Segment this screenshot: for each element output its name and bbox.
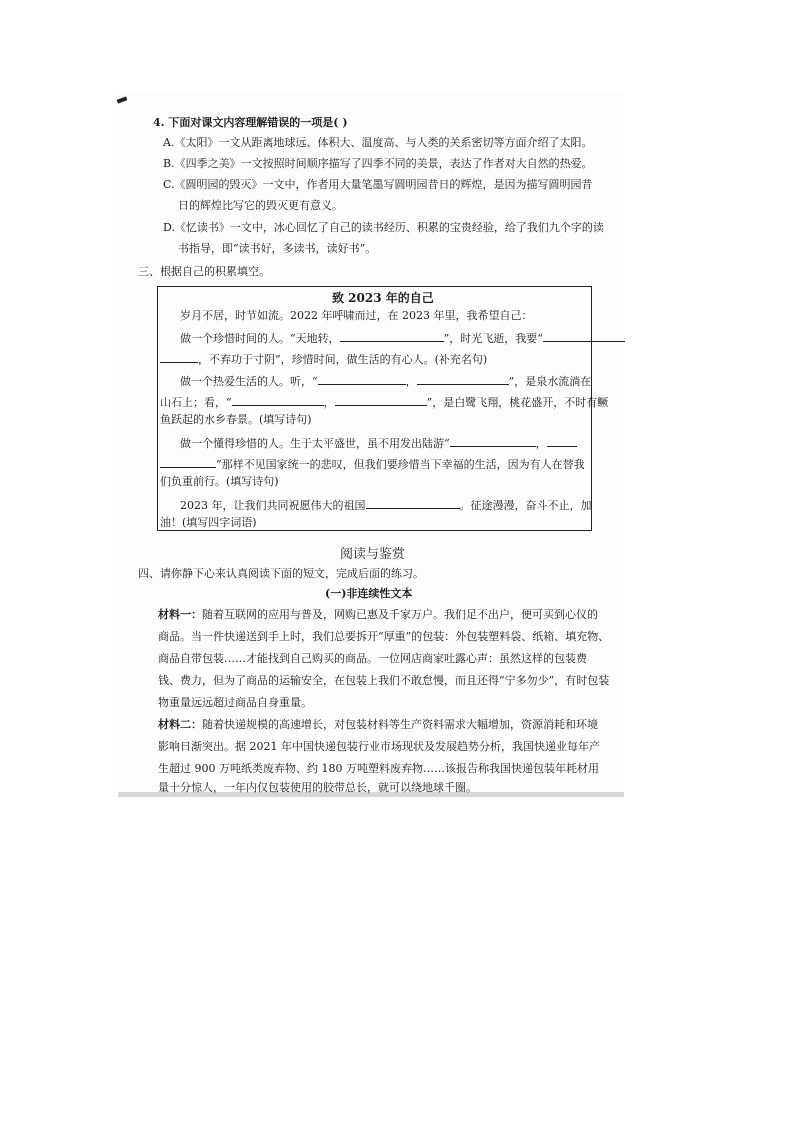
box-line-5 xyxy=(160,394,608,410)
text-segment: ， xyxy=(405,375,417,388)
text-segment: 做一个热爱生活的人。听，“ xyxy=(180,375,318,388)
text-segment: ， xyxy=(535,437,547,450)
box-line-3 xyxy=(160,351,487,367)
answer-blank[interactable] xyxy=(318,373,406,385)
question-4-stem: 4. 下面对课文内容理解错误的一项是( ) xyxy=(153,116,348,129)
text-segment: 随着互联网的应用与普及，网购已惠及千家万户。我们足不出户，便可买到心仪的 xyxy=(202,608,598,621)
text-segment: ”那样不见国家统一的悲叹，但我们要珍惜当下幸福的生活，因为有人在替我 xyxy=(216,458,585,471)
box-line-7 xyxy=(180,435,577,451)
text-segment: 随着快递规模的高速增长，对包装材料等生产资料需求大幅增加，资源消耗和环境 xyxy=(202,718,598,731)
section-4-heading: 四、请你静下心来认真阅读下面的短文，完成后面的练习。 xyxy=(138,567,424,580)
material-1-label: 材料一： xyxy=(158,608,202,621)
text-segment: 山石上；看，“ xyxy=(160,396,232,409)
answer-blank[interactable] xyxy=(340,330,444,342)
box-line-2 xyxy=(180,330,625,346)
material-2-line-1 xyxy=(158,718,598,732)
text-segment: ，不弃功于寸阴”，珍惜时间，做生活的有心人。(补充名句) xyxy=(198,353,488,366)
section-3-heading: 三、根据自己的积累填空。 xyxy=(138,265,270,278)
option-a: A.《太阳》一文从距离地球远、体积大、温度高、与人类的关系密切等方面介绍了太阳。 xyxy=(163,136,593,149)
subsection-title: (一)非连续性文本 xyxy=(325,587,413,600)
material-2-line-3: 生超过 900 万吨纸类废弃物、约 180 万吨塑料废弃物……该报告称我国快递包装年耗材用 xyxy=(158,762,599,775)
box-line-11: 油！(填写四字词语) xyxy=(160,516,257,529)
option-b: B.《四季之美》一文按照时间顺序描写了四季不同的美景，表达了作者对大自然的热爱。 xyxy=(163,157,593,170)
box-title: 致 2023 年的自己 xyxy=(332,291,434,305)
option-c-line2: 日的辉煌比写它的毁灭更有意义。 xyxy=(178,199,343,212)
material-1-line-1 xyxy=(158,608,598,622)
box-line-6: 鱼跃起的水乡春景。(填写诗句) xyxy=(160,413,312,426)
material-2-line-2: 影响日渐突出。据 2021 年中国快递包装行业市场现状及发展趋势分析，我国快递业每年产 xyxy=(158,740,600,753)
box-line-4 xyxy=(180,373,591,389)
reading-title: 阅读与鉴赏 xyxy=(340,547,406,562)
text-segment: ， xyxy=(323,396,335,409)
material-2-label: 材料二： xyxy=(158,718,202,731)
material-1-line-5: 物重量远远超过商品自身重量。 xyxy=(158,696,312,709)
answer-blank[interactable] xyxy=(450,435,536,447)
answer-blank[interactable] xyxy=(543,330,625,342)
answer-blank[interactable] xyxy=(417,373,509,385)
text-segment: ”，是白鹭飞翔，桃花盛开，不时有鳜 xyxy=(426,396,609,409)
option-d-line1: D.《忆读书》一文中，冰心回忆了自己的读书经历、积累的宝贵经验，给了我们九个字的读 xyxy=(163,221,604,234)
material-1-line-2: 商品。当一件快递送到手上时，我们总要拆开“厚重”的包装：外包装塑料袋、纸箱、填充物、 xyxy=(158,630,610,643)
material-1-line-4: 钱、费力，但为了商品的运输安全，在包装上我们不敢怠慢，而且还得“宁多勿少”，有时包装 xyxy=(158,674,610,687)
answer-blank[interactable] xyxy=(547,435,577,447)
answer-blank[interactable] xyxy=(232,394,324,406)
text-segment: 。征途漫漫，奋斗不止，加 xyxy=(459,499,592,512)
material-2-line-4: 量十分惊人，一年内仅包装使用的胶带总长，就可以绕地球千圈。 xyxy=(158,781,477,794)
text-segment: ”，是泉水流淌在 xyxy=(508,375,592,388)
text-segment: 做一个懂得珍惜的人。生于太平盛世，虽不用发出陆游“ xyxy=(180,437,450,450)
answer-blank[interactable] xyxy=(366,497,460,509)
box-line-1: 岁月不居，时节如流。2022 年呼啸而过，在 2023 年里，我希望自己： xyxy=(180,309,533,322)
text-segment: 做一个珍惜时间的人。“天地转， xyxy=(180,332,340,345)
box-line-9: 们负重前行。(填写诗句) xyxy=(160,475,279,488)
box-line-10 xyxy=(180,497,592,513)
box-line-8 xyxy=(160,456,585,472)
text-segment: ”，时光飞逝，我要“ xyxy=(443,332,543,345)
option-c-line1: C.《圆明园的毁灭》一文中，作者用大量笔墨写圆明园昔日的辉煌，是因为描写圆明园昔 xyxy=(163,178,593,191)
option-d-line2: 书指导，即“读书好，多读书，读好书”。 xyxy=(178,242,377,255)
answer-blank[interactable] xyxy=(335,394,427,406)
text-segment: 2023 年，让我们共同祝愿伟大的祖国 xyxy=(180,499,366,512)
answer-blank[interactable] xyxy=(160,351,198,363)
material-1-line-3: 商品自带包装……才能找到自己购买的商品。一位网店商家吐露心声：虽然这样的包装费 xyxy=(158,652,587,665)
answer-blank[interactable] xyxy=(160,456,216,468)
